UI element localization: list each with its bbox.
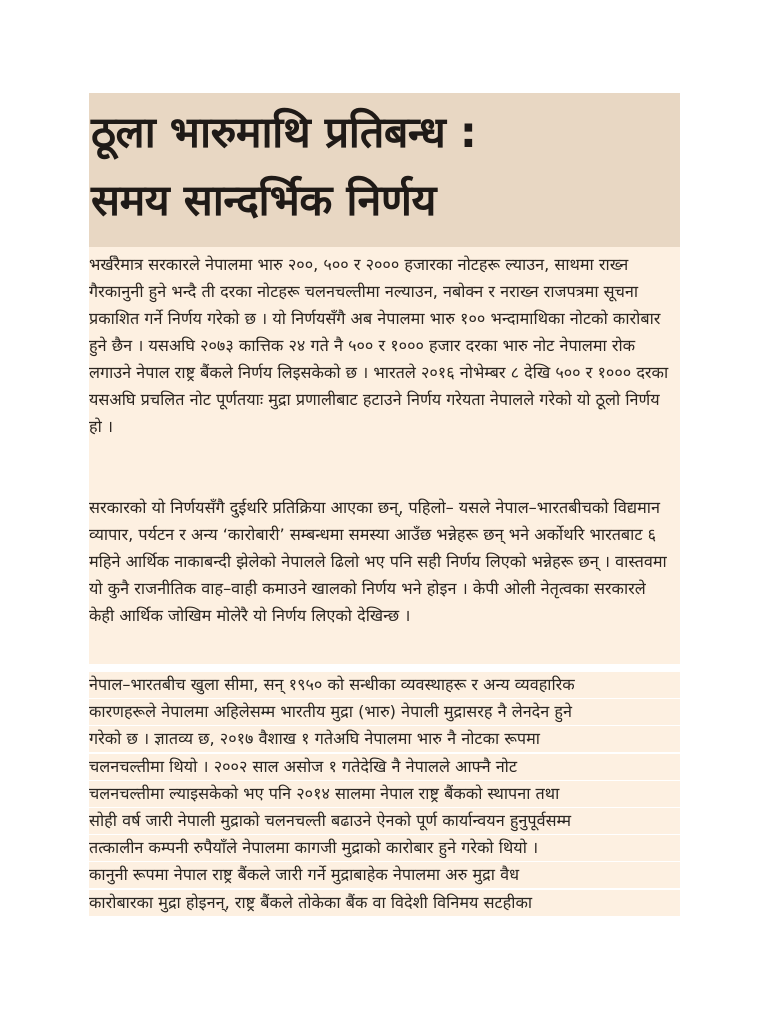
text-line: चलनचल्तीमा ल्याइसकेको भए पनि २०१४ सालमा नेपाल राष्ट्र बैंकको स्थापना तथा: [89, 781, 680, 807]
article-body-continued: [89, 672, 680, 916]
text-line: तत्कालीन कम्पनी रुपैयाँले नेपालमा कागजी मुद्राको कारोबार हुने गरेको थियो ।: [89, 835, 680, 861]
paragraph-1: भर्खरैमात्र सरकारले नेपालमा भारु २००, ५०० र २००० हजारका नोटहरू ल्याउन, साथमा राख्न गैरकानुनी हुने भन्दै ती दरका नोटहरू चलनचल्तीमा नल्याउन, नबोक्न र नराख्न राजपत्रमा सूचना प्रकाशित गर्ने निर्णय गरेको छ । यो निर्णयसँगै अब नेपालमा भारु १०० भन्दामाथिका नोटको कारोबार हुने छैन । यसअघि २०७३ कात्तिक २४ गते नै ५०० र १००० हजार दरका भारु नोट नेपालमा रोक लगाउने नेपाल राष्ट्र बैंकले निर्णय लिइसकेको छ । भारतले २०१६ नोभेम्बर ८ देखि ५०० र १००० दरका यसअघि प्रचलित नोट पूर्णतयाः मुद्रा प्रणालीबाट हटाउने निर्णय गरेयता नेपालले गरेको यो ठूलो निर्णय हो ।: [89, 255, 669, 436]
text-line: चलनचल्तीमा थियो । २००२ साल असोज १ गतेदेखि नै नेपालले आफ्नै नोट: [89, 754, 680, 780]
text-line: नेपाल–भारतबीच खुला सीमा, सन् १९५० को सन्धीका व्यवस्थाहरू र अन्य व्यवहारिक: [89, 672, 680, 698]
headline-line-2: समय सान्दर्भिक निर्णय: [91, 176, 436, 226]
text-line: कानुनी रूपमा नेपाल राष्ट्र बैंकले जारी गर्ने मुद्राबाहेक नेपालमा अरु मुद्रा वैध: [89, 862, 680, 888]
headline-line-1: ठूला भारुमाथि प्रतिबन्ध :: [91, 108, 477, 158]
news-article: [89, 93, 680, 917]
text-line: कारोबारका मुद्रा होइनन्, राष्ट्र बैंकले तोकेका बैंक वा विदेशी विनिमय सटहीका: [89, 890, 680, 916]
text-line: कारणहरूले नेपालमा अहिलेसम्म भारतीय मुद्रा (भारु) नेपाली मुद्रासरह नै लेनदेन हुने: [89, 699, 680, 725]
article-body: [89, 247, 680, 664]
text-line: सोही वर्ष जारी नेपाली मुद्राको चलनचल्ती बढाउने ऐनको पूर्ण कार्यान्वयन हुनुपूर्वसम्म: [89, 808, 680, 834]
paragraph-2: सरकारको यो निर्णयसँगै दुईथरि प्रतिक्रिया आएका छन्, पहिलो– यसले नेपाल–भारतबीचको विद्यमान व्यापार, पर्यटन र अन्य ‘कारोबारी’ सम्बन्धमा समस्या आउँछ भन्नेहरू छन् भने अर्कोथरि भारतबाट ६ महिने आर्थिक नाकाबन्दी झेलेको नेपालले ढिलो भए पनि सही निर्णय लिएको भन्नेहरू छन् । वास्तवमा यो कुनै राजनीतिक वाह–वाही कमाउने खालको निर्णय भने होइन । केपी ओली नेतृत्वका सरकारले केही आर्थिक जोखिम मोलेरै यो निर्णय लिएको देखिन्छ ।: [89, 498, 667, 625]
text-line: गरेको छ । ज्ञातव्य छ, २०१७ वैशाख १ गतेअघि नेपालमा भारु नै नोटका रूपमा: [89, 726, 680, 752]
headline-block: [89, 93, 680, 247]
